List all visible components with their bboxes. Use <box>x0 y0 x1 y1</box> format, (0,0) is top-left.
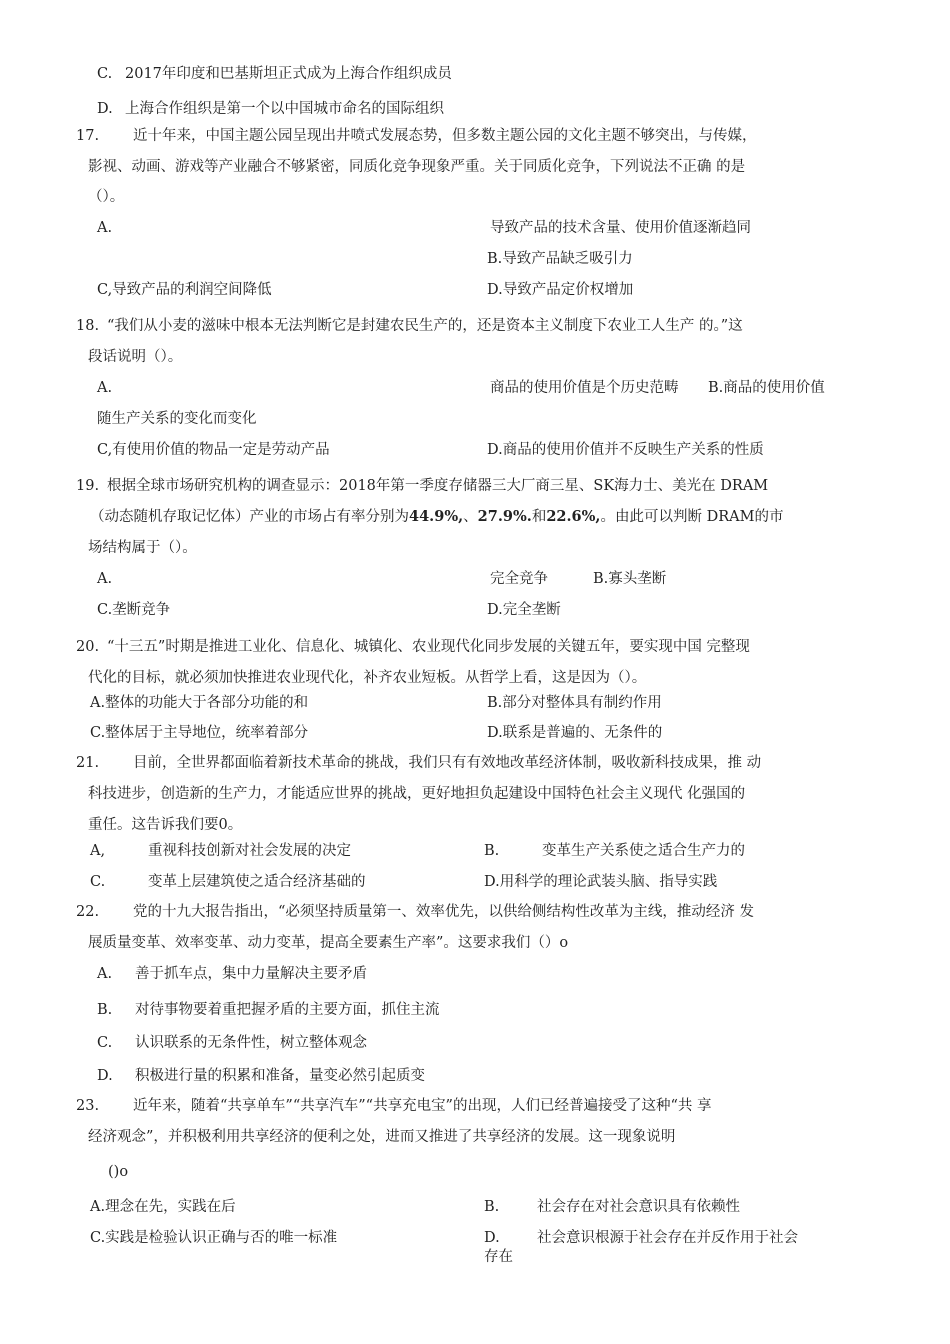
option-d: D.商品的使用价值并不反映生产关系的性质 <box>487 442 764 458</box>
question-stem-line: 科技进步，创造新的生产力，才能适应世界的挑战，更好地担负起建设中国特色社会主义现代 化强国的 <box>88 786 746 802</box>
option-c-text: 认识联系的无条件性，树立整体观念 <box>135 1035 367 1051</box>
option-letter: C. <box>97 66 113 82</box>
question-stem-line: ()o <box>108 1164 129 1180</box>
question-number: 22. <box>76 904 100 920</box>
market-share-value: 22.6%, <box>546 508 601 525</box>
market-share-value: 27.9%. <box>477 508 532 525</box>
option-a-text: 导致产品的技术含量、使用价值逐渐趋同 <box>490 220 751 236</box>
option-a-text: 商品的使用价值是个历史范畴 <box>490 380 679 396</box>
option-c: C.实践是检验认识正确与否的唯一标准 <box>90 1230 338 1246</box>
stem-text: 、 <box>463 509 478 525</box>
question-stem-line: 场结构属于（）。 <box>88 540 197 556</box>
option-text: 2017年印度和巴基斯坦正式成为上海合作组织成员 <box>125 66 452 82</box>
question-stem-line: “十三五”时期是推进工业化、信息化、城镇化、农业现代化同步发展的关键五年，要实现中国 完整现 <box>107 639 750 655</box>
option-letter: D. <box>97 101 113 117</box>
question-number: 23. <box>76 1098 100 1114</box>
option-b-text: B.商品的使用价值 <box>708 380 825 396</box>
option-b-text: 变革生产关系使之适合生产力的 <box>542 843 745 859</box>
question-number: 17. <box>76 128 100 144</box>
option-a-letter: A. <box>97 571 113 587</box>
option-d: D.联系是普遍的、无条件的 <box>487 725 663 741</box>
option-a-letter: A, <box>90 843 106 859</box>
stem-text: 。由此可以判断 DRAM的市 <box>600 509 784 525</box>
question-stem-line: 段话说明（）。 <box>88 349 183 365</box>
option-b-text: 社会存在对社会意识具有依赖性 <box>537 1199 740 1215</box>
option-b-continuation: 随生产关系的变化而变化 <box>97 411 257 427</box>
option-d-letter: D. <box>484 1230 500 1246</box>
question-number: 20. <box>76 639 100 655</box>
option-a-text: 善于抓车点，集中力量解决主要矛盾 <box>135 966 367 982</box>
option-c: C.整体居于主导地位，统率着部分 <box>90 725 309 741</box>
question-stem-line: 目前，全世界都面临着新技术革命的挑战，我们只有有效地改革经济体制，吸收新科技成果，推 动 <box>133 755 762 771</box>
option-c-text: 变革上层建筑使之适合经济基础的 <box>148 874 366 890</box>
option-b-letter: B. <box>484 843 500 859</box>
question-stem-line: 展质量变革、效率变革、动力变革，提高全要素生产率”。这要求我们（）o <box>88 935 569 951</box>
market-share-value: 44.9%, <box>409 508 464 525</box>
question-stem-line: 重任。这告诉我们要0。 <box>88 817 243 833</box>
option-c: C,导致产品的利润空间降低 <box>97 282 272 298</box>
option-a: A.理念在先，实践在后 <box>90 1199 236 1215</box>
question-stem-line: 经济观念”，并积极利用共享经济的便利之处，进而又推进了共享经济的发展。这一现象说明 <box>88 1129 676 1145</box>
option-b: B.部分对整体具有制约作用 <box>487 695 662 711</box>
option-c-letter: C. <box>90 874 106 890</box>
option-b: B.寡头垄断 <box>593 571 667 587</box>
option-a-letter: A. <box>97 380 113 396</box>
option-text: 上海合作组织是第一个以中国城市命名的国际组织 <box>125 101 444 117</box>
question-stem-line: 代化的目标，就必须加快推进农业现代化，补齐农业短板。从哲学上看，这是因为（）。 <box>88 670 647 686</box>
option-b-letter: B. <box>97 1002 113 1018</box>
option-a-text: 重视科技创新对社会发展的决定 <box>148 843 351 859</box>
option-d-letter: D. <box>97 1068 113 1084</box>
option-d-text: 社会意识根源于社会存在并反作用于社会 <box>537 1230 798 1246</box>
question-stem-line: 近年来，随着“共享单车”“共享汽车”“共享充电宝”的出现，人们已经普遍接受了这种“共 享 <box>133 1098 712 1114</box>
option-a-text: 完全竞争 <box>490 571 548 587</box>
question-stem-line: （）。 <box>88 189 125 205</box>
question-number: 19. <box>76 478 100 494</box>
option-d: D.用科学的理论武装头脑、指导实践 <box>484 874 718 890</box>
question-stem-line: 影视、动画、游戏等产业融合不够紧密，同质化竞争现象严重。关于同质化竞争，下列说法不正确 的是 <box>88 159 746 175</box>
stem-text: （动态随机存取记忆体）产业的市场占有率分别为 <box>90 509 409 525</box>
question-stem-line: 党的十九大报告指出，“必须坚持质量第一、效率优先，以供给侧结构性改革为主线，推动经济 发 <box>133 904 755 920</box>
option-a-letter: A. <box>97 966 113 982</box>
question-stem-line: “我们从小麦的滋味中根本无法判断它是封建农民生产的，还是资本主义制度下农业工人生产 的。”这 <box>107 318 743 334</box>
option-a-letter: A. <box>97 220 113 236</box>
option-d-continuation: 存在 <box>484 1249 513 1265</box>
option-a: A.整体的功能大于各部分功能的和 <box>90 695 309 711</box>
question-stem-line: 近十年来，中国主题公园呈现出井喷式发展态势，但多数主题公园的文化主题不够突出，与传媒， <box>133 128 757 144</box>
option-d-text: 积极进行量的积累和准备，量变必然引起质变 <box>135 1068 425 1084</box>
option-c: C,有使用价值的物品一定是劳动产品 <box>97 442 330 458</box>
option-b: B.导致产品缺乏吸引力 <box>487 251 633 267</box>
option-b-letter: B. <box>484 1199 500 1215</box>
stem-text: 和 <box>531 509 547 525</box>
option-c-letter: C. <box>97 1035 113 1051</box>
question-number: 21. <box>76 755 100 771</box>
question-stem-line <box>90 507 783 527</box>
question-number: 18. <box>76 318 100 334</box>
option-d: D.完全垄断 <box>487 602 561 618</box>
question-stem-line: 根据全球市场研究机构的调查显示：2018年第一季度存储器三大厂商三星、SK海力士、美光在 DRAM <box>107 478 769 494</box>
option-b-text: 对待事物要着重把握矛盾的主要方面，抓住主流 <box>135 1002 440 1018</box>
option-d: D.导致产品定价权增加 <box>487 282 634 298</box>
option-c: C.垄断竞争 <box>97 602 171 618</box>
